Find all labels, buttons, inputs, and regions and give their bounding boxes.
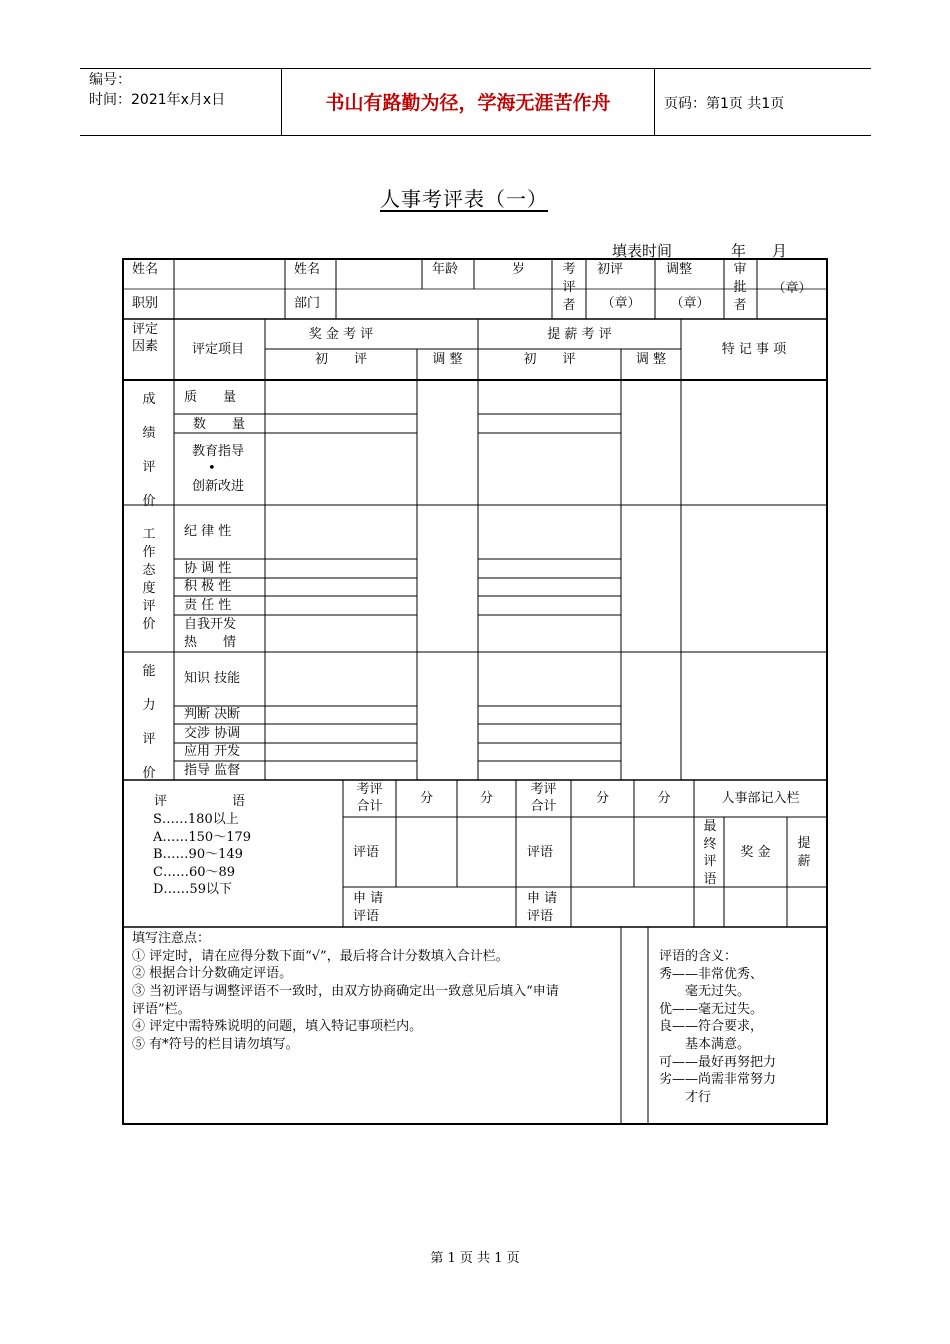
stamp-initial: （章） bbox=[601, 296, 641, 311]
label-hr-bonus: 奖 金 bbox=[740, 845, 771, 860]
notes-title: 填写注意点： bbox=[132, 931, 211, 946]
label-total-bonus: 考评合计 bbox=[356, 782, 383, 814]
label-name: 姓名 bbox=[132, 262, 159, 277]
grade-c: C……60～89 bbox=[153, 865, 236, 880]
item-innovation: 创新改进 bbox=[192, 479, 245, 494]
fill-time-label: 填表时间 bbox=[612, 242, 673, 260]
label-hr-column: 人事部记入栏 bbox=[721, 791, 800, 806]
item-discipline: 纪 律 性 bbox=[184, 524, 232, 539]
page-footer: 第 1 页 共 1 页 bbox=[430, 1251, 520, 1266]
note-5: ⑤ 有*符号的栏目请勿填写。 bbox=[132, 1037, 299, 1052]
label-approver: 审批者 bbox=[733, 262, 747, 313]
meaning-1: 秀——非常优秀、 bbox=[659, 967, 764, 982]
section-ability: 能力评价 bbox=[142, 664, 156, 781]
motto: 书山有路勤为径，学海无涯苦作舟 bbox=[325, 92, 611, 114]
page-info: 页码：第1页 共1页 bbox=[664, 96, 785, 112]
meaning-4: 良——符合要求， bbox=[659, 1019, 764, 1034]
meaning-8: 才行 bbox=[659, 1090, 712, 1105]
note-2: ② 根据合计分数确定评语。 bbox=[132, 966, 293, 981]
page-title: 人事考评表（一） bbox=[380, 187, 548, 211]
label-apply-bonus: 申 请评语 bbox=[353, 891, 384, 924]
label-final-comment: 最终评语 bbox=[703, 819, 717, 887]
label-bonus-initial: 初 评 bbox=[314, 352, 367, 367]
item-responsibility: 责 任 性 bbox=[184, 598, 232, 613]
item-negotiation: 交涉 协调 bbox=[184, 726, 241, 741]
points-salary-initial: 分 bbox=[595, 791, 609, 806]
meaning-2: 毫无过失。 bbox=[659, 984, 751, 999]
points-salary-adjust: 分 bbox=[657, 791, 671, 806]
meaning-6: 可——最好再努把力 bbox=[659, 1055, 777, 1070]
label-position: 职别 bbox=[132, 296, 159, 311]
meaning-7: 劣——尚需非常努力 bbox=[659, 1072, 777, 1087]
fill-time-month: 月 bbox=[772, 242, 788, 260]
meaning-3: 优——毫无过失。 bbox=[659, 1002, 764, 1017]
label-adjust-eval: 调整 bbox=[666, 262, 693, 277]
doc-date: 时间：2021年x月x日 bbox=[89, 92, 226, 108]
grade-b: B……90～149 bbox=[153, 847, 243, 862]
label-bonus-eval: 奖 金 考 评 bbox=[308, 327, 374, 342]
note-4: ④ 评定中需特殊说明的问题，填入特记事项栏内。 bbox=[132, 1019, 423, 1034]
label-evaluator: 考评者 bbox=[562, 262, 576, 313]
note-3-cont: 评语”栏。 bbox=[132, 1002, 191, 1017]
label-salary-eval: 提 薪 考 评 bbox=[547, 327, 612, 342]
item-guidance: 指导 监督 bbox=[184, 763, 241, 778]
fill-time-year: 年 bbox=[731, 242, 747, 260]
stamp-adjust: （章） bbox=[670, 296, 710, 311]
label-age-unit: 岁 bbox=[512, 262, 526, 277]
points-bonus-adjust: 分 bbox=[479, 791, 493, 806]
item-quantity: 数 量 bbox=[193, 417, 246, 432]
item-coordination: 协 调 性 bbox=[184, 561, 232, 576]
label-bonus-adjust: 调 整 bbox=[432, 352, 463, 367]
grade-a: A……150～179 bbox=[153, 830, 252, 845]
item-bullet: • bbox=[208, 461, 216, 476]
item-quality: 质 量 bbox=[184, 390, 237, 405]
item-knowledge-skill: 知识 技能 bbox=[184, 671, 241, 686]
label-special: 特 记 事 项 bbox=[721, 342, 787, 357]
item-initiative: 积 极 性 bbox=[184, 579, 232, 594]
label-factor: 评定因素 bbox=[132, 322, 159, 354]
section-attitude: 工作态度评价 bbox=[142, 527, 156, 632]
grade-d: D……59以下 bbox=[153, 882, 232, 897]
grade-s: S……180以上 bbox=[153, 812, 239, 827]
item-application: 应用 开发 bbox=[184, 744, 241, 759]
section-performance: 成绩评价 bbox=[142, 392, 156, 509]
label-department: 部门 bbox=[294, 296, 321, 311]
label-name-2: 姓名 bbox=[294, 262, 321, 277]
item-judgment: 判断 决断 bbox=[184, 707, 241, 722]
label-comment-salary: 评语 bbox=[527, 845, 554, 860]
label-hr-raise: 提薪 bbox=[797, 836, 811, 869]
label-apply-salary: 申 请评语 bbox=[527, 891, 558, 924]
item-enthusiasm: 热 情 bbox=[184, 635, 237, 650]
label-salary-initial: 初 评 bbox=[523, 352, 576, 367]
label-initial-eval: 初评 bbox=[597, 262, 624, 277]
label-item: 评定项目 bbox=[192, 342, 245, 357]
label-salary-adjust: 调 整 bbox=[635, 352, 667, 367]
label-total-salary: 考评合计 bbox=[530, 782, 557, 814]
item-self-development: 自我开发 bbox=[184, 617, 237, 632]
label-comment-bonus: 评语 bbox=[353, 845, 380, 860]
doc-number-label: 编号： bbox=[89, 72, 131, 88]
item-education: 教育指导 bbox=[192, 444, 245, 459]
meaning-5: 基本满意。 bbox=[659, 1037, 751, 1052]
label-age: 年龄 bbox=[432, 262, 459, 277]
meaning-title: 评语的含义： bbox=[659, 949, 738, 964]
note-3: ③ 当初评语与调整评语不一致时，由双方协商确定出一致意见后填入“申请 bbox=[132, 984, 559, 999]
stamp-approver: （章） bbox=[772, 281, 812, 296]
points-bonus-initial: 分 bbox=[419, 791, 433, 806]
note-1: ① 评定时，请在应得分数下面“√”，最后将合计分数填入合计栏。 bbox=[132, 949, 509, 964]
grade-title: 评 语 bbox=[154, 794, 246, 809]
